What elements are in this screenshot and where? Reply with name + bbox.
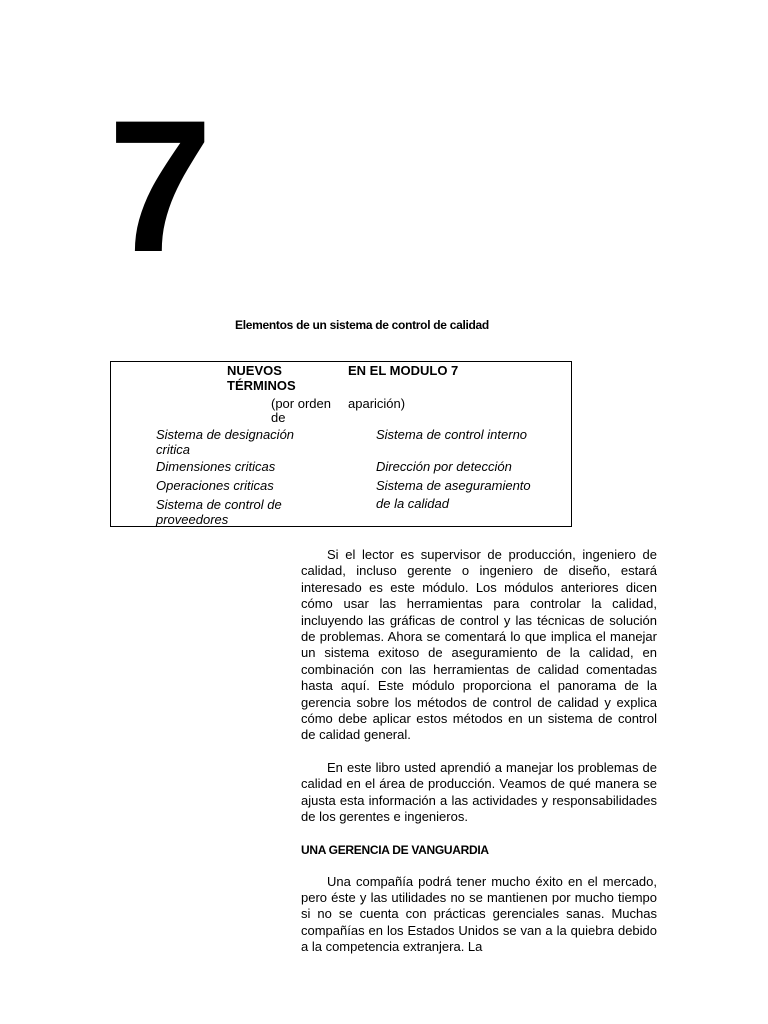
paragraph: Una compañía podrá tener mucho éxito en el mercado, pero éste y las utilidades no se mantienen por mucho tiempo si no se cuenta con prácticas gerenciales sanas. Muchas compañías en los Estados Unidos se van a la quiebra debido a la competencia extranjera. La (301, 873, 657, 955)
term-critical-operations: Operaciones criticas (156, 478, 274, 493)
new-terms-box (110, 361, 572, 527)
paragraph: Si el lector es supervisor de producción, ingeniero de calidad, incluso gerente o ingeniero de diseño, estará interesado es este módulo. Los módulos anteriores dicen cómo usar las herramientas para controlar la calidad, incluyendo las gráficas de control y las técnicas de solución de problemas. Ahora se comentará lo que implica el manejar un sistema exitoso de aseguramiento de la calidad, en combinación con las herramientas de calidad comentadas hasta aquí. Este módulo proporciona el panorama de la gerencia sobre los métodos de control de calidad y explica cómo debe aplicar estos métodos en un sistema de control de calidad general. (301, 547, 657, 743)
term-critical-designation-line2: critica (156, 442, 190, 457)
term-quality-assurance-line2: de la calidad (376, 496, 449, 511)
term-quality-assurance-line1: Sistema de aseguramiento (376, 478, 531, 493)
terms-subheader-right: aparición) (348, 396, 406, 411)
terms-header-right: EN EL MODULO 7 (348, 363, 459, 378)
term-supplier-control-line2: proveedores (156, 512, 229, 527)
term-supplier-control-line1: Sistema de control de (156, 497, 282, 512)
section-heading: UNA GERENCIA DE VANGUARDIA (301, 842, 489, 857)
term-internal-control: Sistema de control interno (376, 427, 528, 442)
body-text (301, 547, 657, 972)
term-management-by-detection: Dirección por detección (376, 459, 512, 474)
terms-header-left-line2: TÉRMINOS (227, 378, 296, 393)
term-critical-dimensions: Dimensiones criticas (156, 459, 276, 474)
terms-header-left-line1: NUEVOS (227, 363, 282, 378)
term-critical-designation-line1: Sistema de designación (156, 427, 295, 442)
chapter-number: 7 (108, 81, 209, 291)
paragraph: En este libro usted aprendió a manejar los problemas de calidad en el área de producción. Veamos de qué manera se ajusta esta información a las actividades y responsabilidades de los gerentes e ingenieros. (301, 759, 657, 825)
terms-subheader-left-line1: (por orden (271, 396, 331, 411)
terms-subheader-left-line2: de (271, 410, 286, 425)
module-title: Elementos de un sistema de control de calidad (235, 318, 489, 332)
